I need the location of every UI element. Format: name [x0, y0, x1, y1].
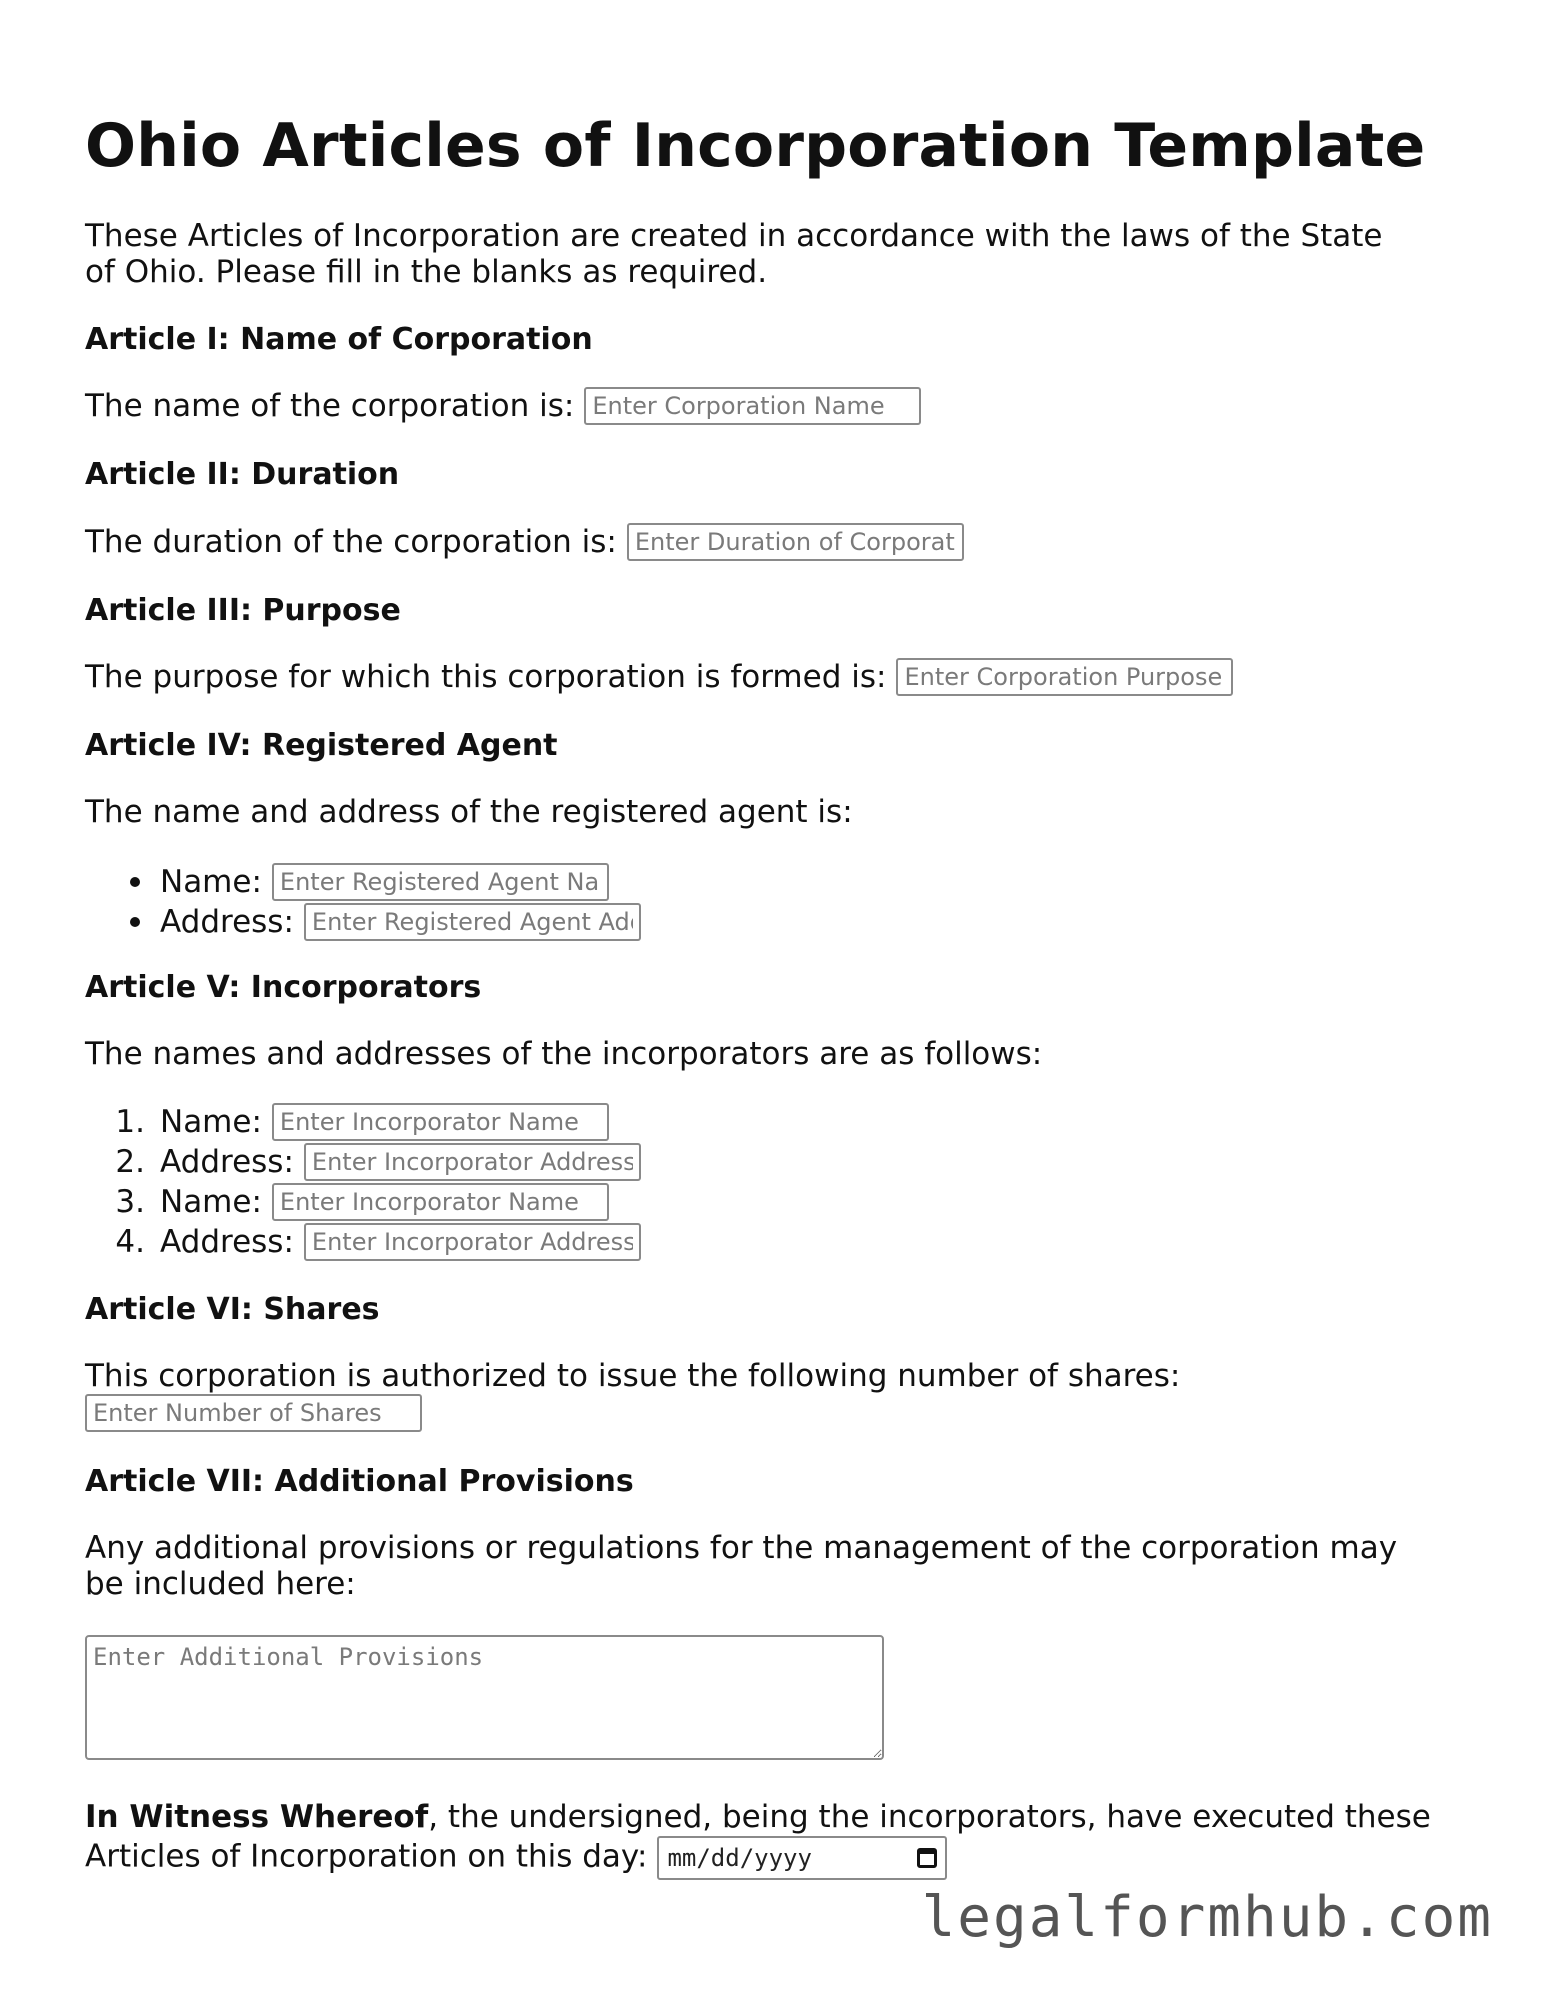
article-5-heading: Article V: Incorporators: [85, 970, 482, 1005]
shares-input[interactable]: [85, 1394, 422, 1432]
article-4-text: The name and address of the registered agent is:: [85, 794, 853, 830]
article-2-text: The duration of the corporation is:: [85, 524, 617, 560]
article-1-text: The name of the corporation is:: [85, 388, 575, 424]
calendar-icon[interactable]: [917, 1848, 937, 1868]
list-number: 1.: [115, 1104, 145, 1140]
list-item: [160, 1222, 641, 1262]
agent-name-label: Name:: [160, 864, 262, 900]
page-title: Ohio Articles of Incorporation Template: [85, 111, 1426, 181]
article-1-heading: Article I: Name of Corporation: [85, 322, 593, 357]
incorporator-2-name-label: Name:: [160, 1184, 262, 1220]
article-6-heading: Article VI: Shares: [85, 1292, 380, 1327]
article-2-heading: Article II: Duration: [85, 457, 400, 492]
agent-address-input[interactable]: [304, 903, 641, 941]
incorporator-2-address-label: Address:: [160, 1224, 294, 1260]
article-4-heading: Article IV: Registered Agent: [85, 728, 558, 763]
article-1-line: [85, 386, 921, 426]
article-3-text: The purpose for which this corporation is formed is:: [85, 659, 887, 695]
incorporator-2-address-input[interactable]: [304, 1223, 641, 1261]
agent-address-label: Address:: [160, 904, 294, 940]
watermark: legalformhub.com: [921, 1885, 1493, 1950]
date-input[interactable]: [657, 1836, 947, 1880]
corporation-name-input[interactable]: [584, 387, 921, 425]
incorporator-2-name-input[interactable]: [272, 1183, 609, 1221]
list-number: 2.: [115, 1144, 145, 1180]
witness-text: , the undersigned, being the incorporators, have executed these Articles of Incorporation on this day:: [85, 1799, 1431, 1875]
incorporator-1-address-input[interactable]: [304, 1143, 641, 1181]
bullet-icon: [130, 917, 140, 927]
incorporator-1-name-input[interactable]: [272, 1103, 609, 1141]
witness-paragraph: [85, 1798, 1445, 1880]
incorporator-1-address-label: Address:: [160, 1144, 294, 1180]
list-number: 3.: [115, 1184, 145, 1220]
article-3-line: [85, 657, 1233, 697]
article-7-text: Any additional provisions or regulations for the management of the corporation may be included here:: [85, 1530, 1398, 1602]
article-5-text: The names and addresses of the incorporators are as follows:: [85, 1036, 1043, 1072]
bullet-icon: [130, 877, 140, 887]
list-item: [160, 902, 641, 942]
additional-provisions-textarea[interactable]: [85, 1635, 884, 1760]
duration-input[interactable]: [627, 523, 964, 561]
date-placeholder: mm/dd/yyyy: [667, 1844, 812, 1872]
article-3-heading: Article III: Purpose: [85, 593, 401, 628]
purpose-input[interactable]: [896, 658, 1233, 696]
article-2-line: [85, 522, 964, 562]
witness-bold-text: In Witness Whereof: [85, 1799, 429, 1835]
article-6-text: This corporation is authorized to issue the following number of shares:: [85, 1358, 1181, 1394]
list-item: [160, 1142, 641, 1182]
list-item: [160, 862, 609, 902]
incorporator-1-name-label: Name:: [160, 1104, 262, 1140]
list-number: 4.: [115, 1224, 145, 1260]
list-item: [160, 1182, 609, 1222]
agent-name-input[interactable]: [272, 863, 609, 901]
list-item: [160, 1102, 609, 1142]
intro-paragraph: These Articles of Incorporation are created in accordance with the laws of the State of Ohio. Please fill in the blanks as required.: [85, 218, 1383, 290]
article-7-heading: Article VII: Additional Provisions: [85, 1464, 634, 1499]
